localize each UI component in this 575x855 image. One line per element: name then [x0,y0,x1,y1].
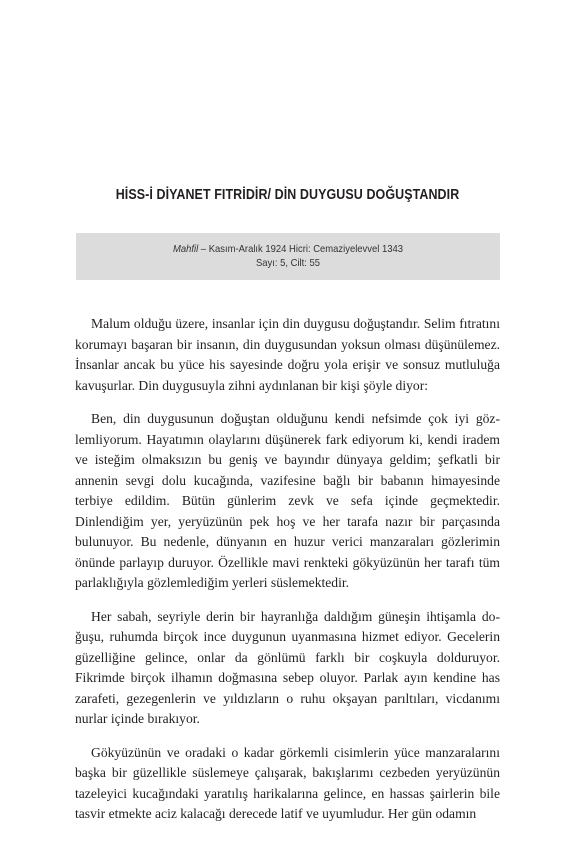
source-box [76,233,500,280]
source-details: – Kasım-Aralık 1924 Hicri: Cemaziyelevvel 1343 [198,243,404,255]
chapter-title: HİSS-İ DİYANET FITRİDİR/ DİN DUYGUSU DOĞUŞTANDIR [115,187,460,203]
paragraph: Her sabah, seyriyle derin bir hayranlığa daldığım güneşin ihtişamla doğuşu, ruhumda birçok ince duygunun uyanmasına hizmet ediyor. Gecelerin güzelliğine gelince, onlar da gönlümü farklı bir coşkuyla dolduruyor. Fikrimde birçok ilhamın doğmasına sebep oluyor. Parlak ayın kendine has zarafeti, gezegenlerin ve yıldızların o ruhu okşayan parıltıları, vicdanımı nurlar içinde bırakıyor. [75,608,500,726]
paragraph: Gökyüzünün ve oradaki o kadar görkemli cisimlerin yüce manzaralarını başka bir güzellikle süslemeye çalışarak, bakışlarımı cezbeden yeryüzünün tazeleyici kucağındaki yaratılış harikalarına gelince, en hassas şairlerin bile tasvir etmekte aciz kalacağı derecede latif ve uyumludur. Her gün odamın [75,744,500,821]
issue-info: Sayı: 5, Cilt: 55 [255,257,321,269]
source-line [97,242,479,256]
body-text [75,314,500,838]
magazine-name: Mahfil [172,243,199,255]
paragraph: Malum olduğu üzere, insanlar için din duygusu doğuştandır. Selim fıtratını korumayı başaran bir insanın, din duygusundan yoksun olması düşünülemez. İnsanlar ancak bu yüce his sayesinde doğru yola erişir ve sonsuz mutluluğa kavuşurlar. Din duygusuyla zihni aydınlanan bir kişi şöyle diyor: [75,316,500,393]
paragraph: Ben, din duygusunun doğuştan olduğunu kendi nefsimde çok iyi gözlemliyorum. Hayatımın olaylarını düşünerek fark ediyorum ki, kendi iradem ve isteğim olmaksızın bu geniş ve bayındır dünyaya geldim; şefkatli bir annenin sevgi dolu kucağında, vazifesine bağlı bir babanın himayesinde terbiye edildim. Bütün günlerim zevk ve sefa içinde geçmektedir. Dinlendiğim yer, yeryüzünün pek hoş ve her tarafa nazır bir parçasında bulunuyor. Bu nedenle, dünyanın en huzur verici manzaraları gözlerimin önünde parlayıp duruyor. Özellikle mavi renkteki gökyüzünün her tarafı tüm parlaklığıyla gözlemlediğim yerleri süslemektedir. [75,411,500,590]
